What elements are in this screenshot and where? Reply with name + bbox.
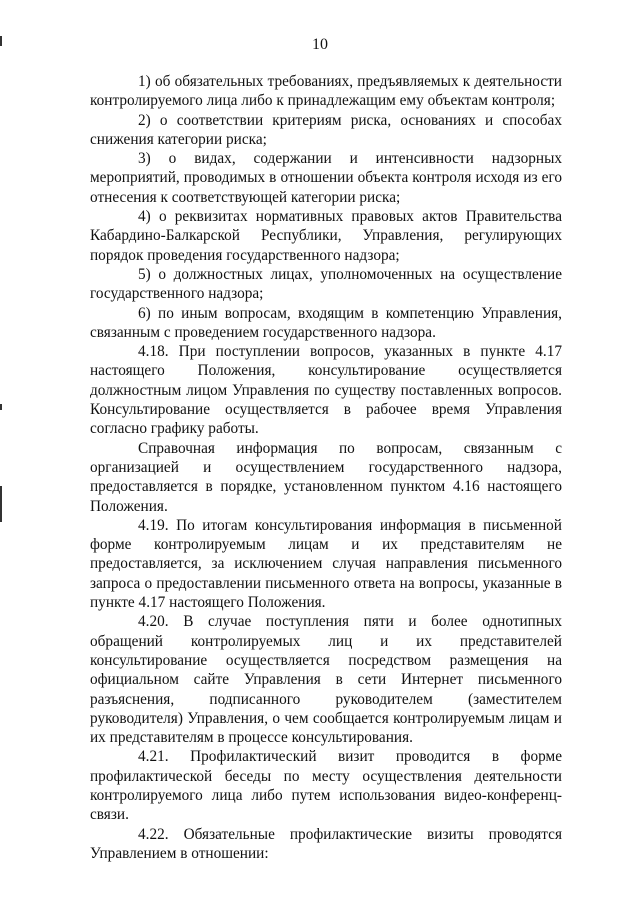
scan-margin-mark [0,486,2,522]
paragraph: 4.22. Обязательные профилактические визиты проводятся Управлением в отношении: [90,825,562,862]
paragraph: 6) по иным вопросам, входящим в компетенцию Управления, связанным с проведением государственного надзора. [90,304,562,341]
paragraph: 4.18. При поступлении вопросов, указанных в пункте 4.17 настоящего Положения, консультирование осуществляется должностным лицом Управления по существу поставленных вопросов. Консультирование осуществляется в рабочее время Управления согласно графику работы. [90,343,562,438]
paragraph: Справочная информация по вопросам, связанным с организацией и осуществлением государственного надзора, предоставляется в порядке, установленном пунктом 4.16 настоящего Положения. [90,439,562,515]
paragraph: 4.19. По итогам консультирования информация в письменной форме контролируемым лицам и их представителям не предоставляется, за исключением случая направления письменного запроса о предоставлении письменного ответа на вопросы, указанные в пункте 4.17 настоящего Положения. [90,516,562,612]
paragraph: 3) о видах, содержании и интенсивности надзорных мероприятий, проводимых в отношении объекта контроля исходя из его отнесения к соответствующей категории риска; [90,150,562,206]
paragraph: 4.21. Профилактический визит проводится в форме профилактической беседы по месту осуществления деятельности контролируемого лица либо путем использования видео-конференц-связи. [90,748,562,824]
scan-margin-mark [0,404,2,410]
page-number: 10 [312,36,328,53]
paragraph: 4) о реквизитах нормативных правовых актов Правительства Кабардино-Балкарской Республики, Управления, регулирующих порядок проведения государственного надзора; [90,208,562,264]
paragraph: 5) о должностных лицах, уполномоченных на осуществление государственного надзора; [90,265,562,303]
paragraph: 4.20. В случае поступления пяти и более однотипных обращений контролируемых лиц и их представителей консультирование осуществляется посредством размещения на официальном сайте Управления в сети Интернет письменного разъяснения, подписанного руководителем (заместителем руководителя) Управления, о чем сообщается контролируемым лицам и их представителям в процессе консультирования. [90,613,562,747]
document-body [90,72,562,863]
paragraph: 2) о соответствии критериям риска, основаниях и способах снижения категории риска; [90,111,562,148]
paragraph: 1) об обязательных требованиях, предъявляемых к деятельности контролируемого лица либо к принадлежащим ему объектам контроля; [90,73,562,110]
